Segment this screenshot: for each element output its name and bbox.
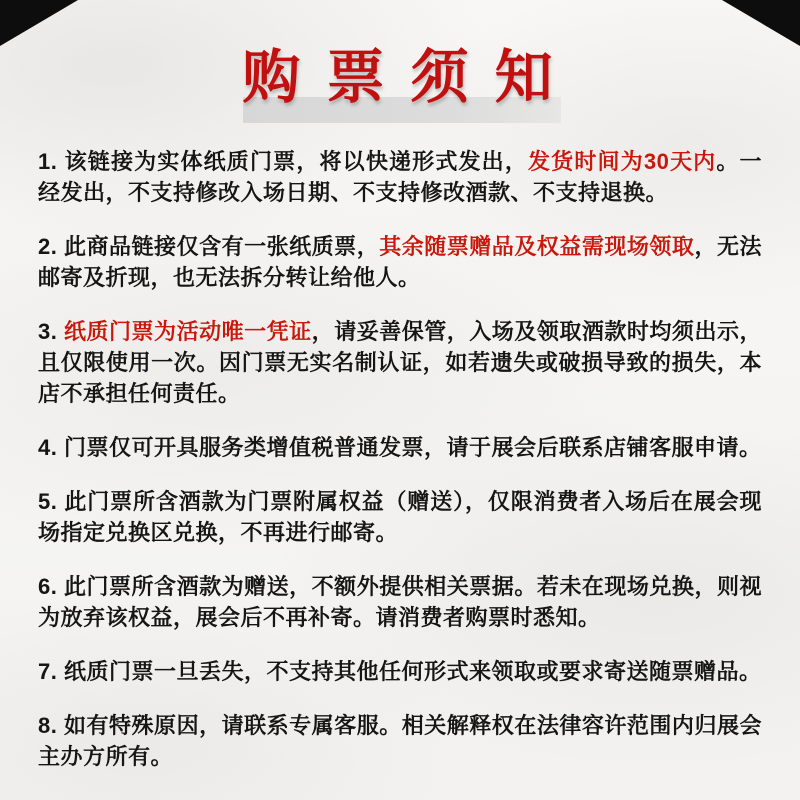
notice-text: ，请妥善保管，入场及领取酒款时均须出示，且仅限使用一次。因门票无实名制认证，如若遗失或破损导致的损失，本店不承担任何责任。 — [38, 319, 762, 406]
notice-paragraph — [38, 656, 762, 687]
notice-number: 6. — [38, 574, 64, 599]
notice-text: 此门票所含酒款为门票附属权益（赠送），仅限消费者入场后在展会现场指定兑换区兑换，不再进行邮寄。 — [38, 489, 762, 545]
notice-number: 3. — [38, 319, 64, 344]
notice-paragraph — [38, 710, 762, 772]
notice-text: ，无法邮寄及折现，也无法拆分转让给他人。 — [38, 234, 762, 290]
corner-triangle-right — [722, 0, 800, 46]
notice-paragraph — [38, 146, 762, 208]
notice-paragraph — [38, 486, 762, 548]
notice-number: 5. — [38, 489, 65, 514]
notice-text: 纸质门票一旦丢失，不支持其他任何形式来领取或要求寄送随票赠品。 — [63, 659, 762, 684]
notice-text: 该链接为实体纸质门票，将以快递形式发出， — [64, 149, 528, 174]
notice-header — [0, 0, 800, 122]
corner-triangle-left — [0, 0, 78, 46]
notices — [0, 122, 800, 772]
notice-highlight: 其余随票赠品及权益需现场领取 — [379, 234, 695, 259]
notice-text: 此商品链接仅含有一张纸质票， — [63, 234, 380, 259]
notice-paragraph — [38, 571, 762, 633]
notice-text: 如有特殊原因，请联系专属客服。相关解释权在法律容许范围内归展会主办方所有。 — [38, 713, 762, 769]
notice-text: 门票仅可开具服务类增值税普通发票，请于展会后联系店铺客服申请。 — [63, 435, 762, 460]
notice-paragraph — [38, 316, 762, 409]
notice-highlight: 纸质门票为活动唯一凭证 — [63, 319, 312, 344]
notice-paragraph — [38, 231, 762, 293]
notice-number: 4. — [38, 435, 64, 460]
notice-text: 此门票所含酒款为赠送，不额外提供相关票据。若未在现场兑换，则视为放弃该权益，展会后不再补寄。请消费者购票时悉知。 — [38, 574, 762, 630]
notice-number: 8. — [38, 713, 64, 738]
notice-text: 。一经发出，不支持修改入场日期、不支持修改酒款、不支持退换。 — [38, 149, 762, 205]
notice-highlight: 发货时间为30天内 — [528, 149, 717, 174]
page-title: 购 票 须 知 — [242, 45, 558, 110]
notice-number: 1. — [38, 149, 65, 174]
notice-number: 2. — [38, 234, 64, 259]
notice-number: 7. — [38, 659, 64, 684]
notice-paragraph — [38, 432, 762, 463]
